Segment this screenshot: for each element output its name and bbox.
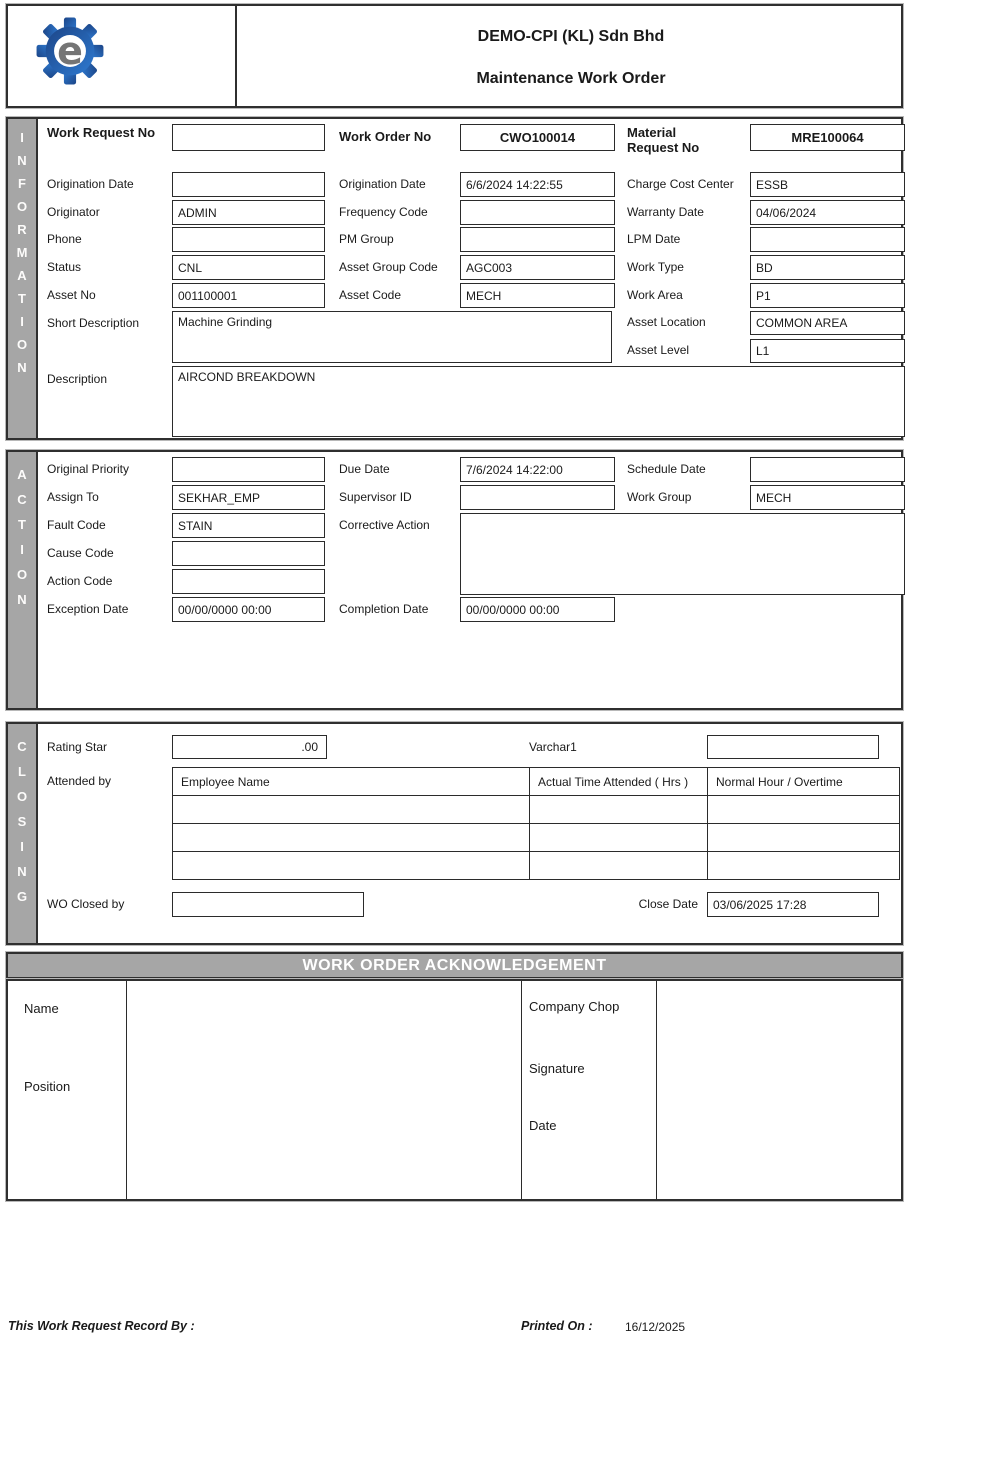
attendance-cell: [530, 852, 708, 880]
origination-date-left-box: [172, 172, 325, 197]
attendance-header-actual-time: Actual Time Attended ( Hrs ): [530, 768, 708, 796]
attendance-header-employee-name: Employee Name: [173, 768, 530, 796]
asset-no-label: Asset No: [47, 288, 96, 302]
ack-stamp-area: [657, 981, 901, 1199]
charge-cost-center-label: Charge Cost Center: [627, 177, 734, 191]
attendance-cell: [173, 852, 530, 880]
closing-section-label: C L O S I N G: [16, 739, 28, 904]
document-title: Maintenance Work Order: [476, 70, 666, 87]
status-label: Status: [47, 260, 82, 274]
document-header: [6, 4, 903, 108]
description-box: AIRCOND BREAKDOWN: [172, 366, 905, 437]
attendance-row: [173, 796, 900, 824]
schedule-date-box: [750, 457, 905, 482]
work-type-label: Work Type: [627, 260, 684, 274]
origination-date-box: 6/6/2024 14:22:55: [460, 172, 615, 197]
ack-date-label: Date: [529, 1118, 557, 1133]
cause-code-label: Cause Code: [47, 546, 114, 560]
attended-by-label: Attended by: [47, 774, 112, 788]
due-date-box: 7/6/2024 14:22:00: [460, 457, 615, 482]
exception-date-label: Exception Date: [47, 602, 129, 616]
asset-code-box: MECH: [460, 283, 615, 308]
gear-logo-icon: [32, 13, 108, 89]
status-box: CNL: [172, 255, 325, 280]
due-date-label: Due Date: [339, 462, 390, 476]
action-section: [6, 450, 903, 710]
company-name: DEMO-CPI (KL) Sdn Bhd: [477, 28, 665, 45]
printed-on-value: 16/12/2025: [625, 1320, 686, 1334]
ack-name-label: Name: [24, 1001, 59, 1016]
warranty-date-label: Warranty Date: [627, 205, 704, 219]
information-section: [6, 117, 903, 440]
work-group-label: Work Group: [627, 490, 692, 504]
attendance-row: [173, 852, 900, 880]
close-date-label: Close Date: [638, 897, 698, 911]
asset-location-label: Asset Location: [627, 315, 706, 329]
work-order-no-box: CWO100014: [460, 124, 615, 151]
ack-labels-cell: [8, 981, 127, 1199]
asset-level-box: L1: [750, 339, 905, 363]
originator-label: Originator: [47, 205, 100, 219]
ack-stamp-labels-cell: [522, 981, 657, 1199]
work-request-no-label: Work Request No: [47, 125, 156, 140]
action-code-label: Action Code: [47, 574, 113, 588]
schedule-date-label: Schedule Date: [627, 462, 706, 476]
acknowledgement-title: WORK ORDER ACKNOWLEDGEMENT: [302, 956, 607, 974]
attendance-header-normal-overtime: Normal Hour / Overtime: [708, 768, 900, 796]
attendance-cell: [708, 796, 900, 824]
information-section-bar: [8, 119, 38, 438]
corrective-action-label: Corrective Action: [339, 518, 430, 532]
work-area-label: Work Area: [627, 288, 683, 302]
lpm-date-label: LPM Date: [627, 232, 681, 246]
asset-code-label: Asset Code: [339, 288, 402, 302]
supervisor-id-box: [460, 485, 615, 510]
closing-section-bar: [8, 724, 38, 943]
description-label: Description: [47, 372, 108, 386]
logo-cell: [8, 6, 237, 106]
wo-closed-by-box: [172, 892, 364, 917]
close-date-box: 03/06/2025 17:28: [707, 892, 879, 917]
rating-star-label: Rating Star: [47, 740, 108, 754]
material-request-no-box: MRE100064: [750, 124, 905, 151]
attendance-row: [173, 824, 900, 852]
work-request-no-box: [172, 124, 325, 151]
cause-code-box: [172, 541, 325, 566]
ack-company-chop-label: Company Chop: [529, 999, 620, 1014]
printed-on-label: Printed On :: [521, 1319, 593, 1333]
asset-level-label: Asset Level: [627, 343, 690, 357]
ack-name-position-area: [127, 981, 522, 1199]
acknowledgement-title-bar: [6, 952, 903, 979]
fault-code-label: Fault Code: [47, 518, 106, 532]
warranty-date-box: 04/06/2024: [750, 200, 905, 225]
assign-to-box: SEKHAR_EMP: [172, 485, 325, 510]
action-section-bar: [8, 452, 38, 708]
wo-closed-by-label: WO Closed by: [47, 897, 125, 911]
work-order-no-label: Work Order No: [339, 129, 432, 144]
information-section-label: I N F O R M A T I O N: [16, 130, 28, 375]
varchar1-box: [707, 735, 879, 759]
logo-letter: e: [57, 28, 83, 73]
work-area-box: P1: [750, 283, 905, 308]
attendance-cell: [708, 824, 900, 852]
short-description-box: Machine Grinding: [172, 311, 612, 363]
acknowledgement-table: [6, 979, 903, 1201]
assign-to-label: Assign To: [47, 490, 99, 504]
material-request-no-label: Material Request No: [627, 125, 700, 155]
corrective-action-box: [460, 513, 905, 595]
pm-group-box: [460, 227, 615, 252]
phone-box: [172, 227, 325, 252]
attendance-header-row: [173, 768, 900, 796]
ack-position-label: Position: [24, 1079, 71, 1094]
closing-section: [6, 722, 903, 945]
asset-location-box: COMMON AREA: [750, 311, 905, 335]
asset-group-code-label: Asset Group Code: [339, 260, 438, 274]
lpm-date-box: [750, 227, 905, 252]
supervisor-id-label: Supervisor ID: [339, 490, 412, 504]
origination-date-left-label: Origination Date: [47, 177, 134, 191]
originator-box: ADMIN: [172, 200, 325, 225]
attendance-table: [172, 767, 900, 880]
attendance-cell: [530, 824, 708, 852]
attendance-cell: [173, 796, 530, 824]
ack-signature-label: Signature: [529, 1061, 585, 1076]
original-priority-label: Original Priority: [47, 462, 130, 476]
attendance-cell: [708, 852, 900, 880]
short-description-label: Short Description: [47, 316, 140, 330]
attendance-cell: [530, 796, 708, 824]
action-section-label: A C T I O N: [16, 467, 28, 607]
asset-no-box: 001100001: [172, 283, 325, 308]
pm-group-label: PM Group: [339, 232, 394, 246]
attendance-cell: [173, 824, 530, 852]
frequency-code-label: Frequency Code: [339, 205, 428, 219]
frequency-code-box: [460, 200, 615, 225]
work-group-box: MECH: [750, 485, 905, 510]
completion-date-label: Completion Date: [339, 602, 429, 616]
origination-date-label: Origination Date: [339, 177, 426, 191]
action-code-box: [172, 569, 325, 594]
exception-date-box: 00/00/0000 00:00: [172, 597, 325, 622]
varchar1-label: Varchar1: [529, 740, 577, 754]
record-by-label: This Work Request Record By :: [8, 1319, 195, 1333]
fault-code-box: STAIN: [172, 513, 325, 538]
phone-label: Phone: [47, 232, 82, 246]
completion-date-box: 00/00/0000 00:00: [460, 597, 615, 622]
rating-star-box: .00: [172, 735, 327, 759]
asset-group-code-box: AGC003: [460, 255, 615, 280]
original-priority-box: [172, 457, 325, 482]
charge-cost-center-box: ESSB: [750, 172, 905, 197]
work-type-box: BD: [750, 255, 905, 280]
